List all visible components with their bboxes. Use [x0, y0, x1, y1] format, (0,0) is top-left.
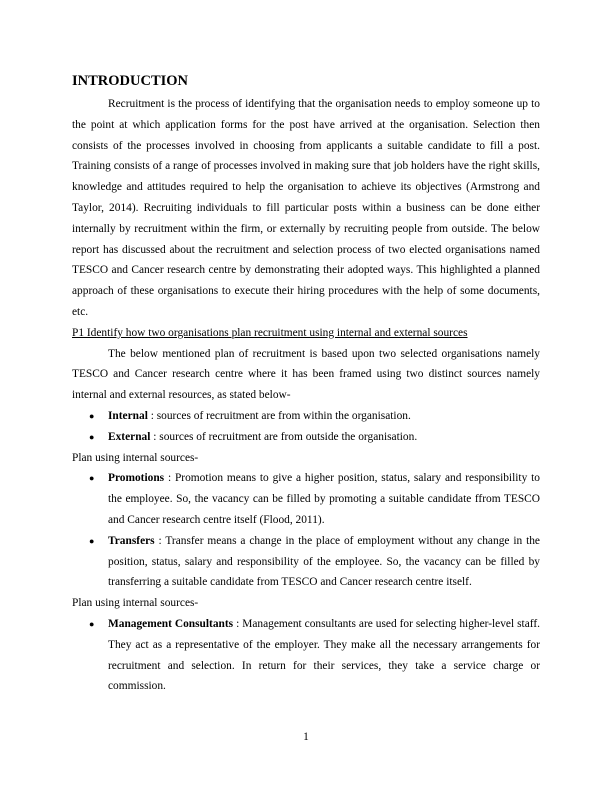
list-item-text: : Management consultants are used for selecting higher-level staff. They act as a representative of the employer. They make all the necessary arrangements for recruitment and selection. In return for their services, they take a service charge or commission. — [108, 617, 540, 693]
external-plan-list — [72, 614, 540, 697]
bullet-icon: ● — [89, 410, 95, 421]
bullet-icon: ● — [89, 535, 95, 546]
list-item-text: : sources of recruitment are from within the organisation. — [147, 409, 411, 422]
internal-plan-label: Plan using internal sources- — [72, 451, 199, 464]
page-title: INTRODUCTION — [72, 73, 189, 89]
list-item-term: Management Consultants — [108, 617, 234, 630]
list-item — [72, 427, 540, 448]
list-item — [72, 531, 540, 593]
intro-paragraph: Recruitment is the process of identifying that the organisation needs to employ someone up to the point at which application forms for the post have arrived at the organisation. Selection then consists of the processes involved in choosing from applicants a suitable candidate to fill a post. Training consists of a range of processes involved in making sure that job holders have the right skills, knowledge and attitudes required to help the organisation to achieve its objectives (Armstrong and Taylor, 2014). Recruiting individuals to fill particular posts within a business can be done either internally by recruitment within the firm, or externally by recruiting people from outside. The below report has discussed about the recruitment and selection process of two elected organisations named TESCO and Cancer research centre by demonstrating their adopted ways. This highlighted a planned approach of these organisations to execute their hiring procedures with the help of some documents, etc. — [72, 98, 540, 318]
list-item-term: Promotions — [108, 472, 165, 485]
list-item — [72, 468, 540, 530]
list-item-term: Transfers — [108, 534, 155, 547]
bullet-icon: ● — [89, 431, 95, 442]
internal-plan-list — [72, 468, 540, 593]
bullet-icon: ● — [89, 473, 95, 484]
external-plan-label: Plan using internal sources- — [72, 597, 199, 610]
sources-list — [72, 406, 540, 448]
list-item — [72, 614, 540, 697]
list-item-term: Internal — [108, 409, 148, 422]
list-item-text: : Promotion means to give a higher position, status, salary and responsibility to the employee. So, the vacancy can be filled by promoting a suitable candidate ffrom TESCO and Cancer research centre itself (Flood, 2011). — [108, 472, 540, 526]
list-item — [72, 406, 540, 427]
page-number: 1 — [303, 731, 309, 743]
bullet-icon: ● — [89, 618, 95, 629]
list-item-text: : Transfer means a change in the place of employment without any change in the position, status, salary and responsibility of the employee. So, the vacancy can be filled by transferring a suitable candidate from TESCO and Cancer research centre itself. — [108, 534, 540, 589]
section-paragraph: The below mentioned plan of recruitment is based upon two selected organisations namely TESCO and Cancer research centre where it has been framed using two distinct sources namely internal and external resources, as stated below- — [72, 347, 540, 402]
list-item-term: External — [108, 430, 151, 443]
document-page — [72, 72, 540, 697]
list-item-text: : sources of recruitment are from outside the organisation. — [150, 430, 418, 443]
section-title: P1 Identify how two organisations plan recruitment using internal and external sources — [72, 326, 468, 339]
